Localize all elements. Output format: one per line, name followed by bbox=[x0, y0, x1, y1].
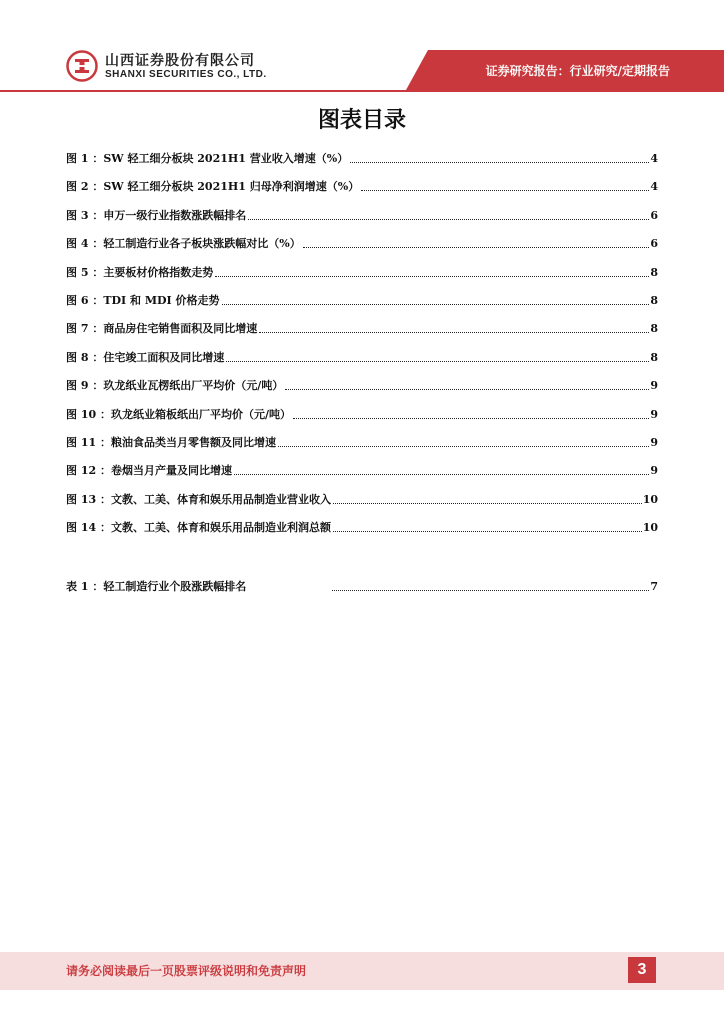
toc-figure-entry-label: 图 1 ：SW 轻工细分板块 2021H1 营业收入增速（%） bbox=[66, 152, 349, 165]
toc-figure-entry-label: 图 7 ：商品房住宅销售面积及同比增速 bbox=[66, 322, 258, 336]
toc-figure-entry-page: 10 bbox=[642, 521, 658, 535]
toc-figure-entry[interactable] bbox=[66, 462, 658, 478]
toc-figure-entry[interactable] bbox=[66, 406, 658, 422]
toc-figure-entry-label: 图 12 ：卷烟当月产量及同比增速 bbox=[66, 464, 232, 478]
dot-leader bbox=[259, 332, 649, 333]
toc-figure-entry-label: 图 14 ：文教、工美、体育和娱乐用品制造业利润总额 bbox=[66, 521, 331, 535]
toc-figure-entry-page: 4 bbox=[650, 180, 658, 194]
dot-leader bbox=[303, 247, 650, 248]
toc-figure-entry[interactable] bbox=[66, 235, 658, 251]
toc-figure-entry[interactable] bbox=[66, 150, 658, 166]
dot-leader bbox=[226, 361, 649, 362]
toc-figure-entry-page: 4 bbox=[650, 152, 658, 165]
toc-figure-entry-label: 图 4 ：轻工制造行业各子板块涨跌幅对比（%） bbox=[66, 237, 301, 251]
toc-figure-entry-page: 6 bbox=[650, 208, 658, 222]
dot-leader bbox=[350, 162, 649, 163]
toc-figure-entry-page: 9 bbox=[650, 464, 658, 478]
toc-figure-entry[interactable] bbox=[66, 320, 658, 336]
toc-figure-entry-label: 图 9 ：玖龙纸业瓦楞纸出厂平均价（元/吨） bbox=[66, 379, 284, 393]
toc-figure-entry-label: 图 5 ：主要板材价格指数走势 bbox=[66, 265, 214, 279]
toc-figure-entry-label: 图 13 ：文教、工美、体育和娱乐用品制造业营业收入 bbox=[66, 492, 331, 506]
page-title: 图表目录 bbox=[317, 108, 406, 133]
dot-leader bbox=[234, 474, 649, 475]
toc-figure-entry-page: 8 bbox=[650, 294, 658, 307]
toc-figure-entry[interactable] bbox=[66, 519, 658, 535]
toc-figure-entry-page: 8 bbox=[650, 322, 658, 336]
toc-figure-entry-page: 6 bbox=[650, 237, 658, 251]
toc-table-entry-label: 表 1 ：轻工制造行业个股涨跌幅排名 bbox=[66, 580, 247, 593]
footer-disclaimer: 请务必阅读最后一页股票评级说明和免责声明 bbox=[66, 964, 307, 978]
toc-figure-entry-label: 图 8 ：住宅竣工面积及同比增速 bbox=[66, 350, 225, 364]
toc-figure-entry-page: 8 bbox=[650, 350, 658, 364]
dot-leader bbox=[248, 219, 649, 220]
dot-leader bbox=[332, 590, 649, 591]
toc-figure-entry[interactable] bbox=[66, 264, 658, 280]
toc-figure-entry-label: 图 10 ：玖龙纸业箱板纸出厂平均价（元/吨） bbox=[66, 407, 291, 421]
toc-figure-entry[interactable] bbox=[66, 292, 658, 308]
dot-leader bbox=[278, 446, 649, 447]
page-header bbox=[0, 0, 724, 92]
toc-figure-entry-page: 10 bbox=[642, 492, 658, 506]
dot-leader bbox=[293, 418, 649, 419]
toc-figure-entry-label: 图 3 ：申万一级行业指数涨跌幅排名 bbox=[66, 208, 247, 222]
dot-leader bbox=[222, 304, 650, 305]
dot-leader bbox=[333, 503, 642, 504]
toc-figure-entry-page: 9 bbox=[650, 407, 658, 421]
toc-figure-entry[interactable] bbox=[66, 349, 658, 365]
toc-figure-entry[interactable] bbox=[66, 178, 658, 194]
company-name-cn: 山西证券股份有限公司 bbox=[105, 53, 255, 69]
toc-figure-entry-label: 图 11 ：粮油食品类当月零售额及同比增速 bbox=[66, 436, 276, 449]
toc-figure-entry[interactable] bbox=[66, 491, 658, 507]
dot-leader bbox=[215, 276, 649, 277]
page-number: 3 bbox=[628, 957, 656, 983]
shanxi-securities-logo-icon bbox=[66, 50, 98, 82]
company-name-en: SHANXI SECURITIES CO., LTD. bbox=[105, 69, 267, 80]
toc-figure-entry-label: 图 6 ：TDI 和 MDI 价格走势 bbox=[66, 294, 220, 307]
report-type-label: 证券研究报告：行业研究/定期报告 bbox=[485, 64, 670, 78]
toc-table-entry-page: 7 bbox=[650, 580, 658, 593]
dot-leader bbox=[285, 389, 649, 390]
toc-figure-entry[interactable] bbox=[66, 207, 658, 223]
toc-figure-entry[interactable] bbox=[66, 377, 658, 393]
toc-table-entry[interactable] bbox=[66, 578, 658, 594]
header-divider bbox=[0, 90, 724, 92]
toc-figure-entry-page: 9 bbox=[650, 379, 658, 393]
dot-leader bbox=[333, 531, 642, 532]
dot-leader bbox=[361, 190, 649, 191]
toc-figure-entry-page: 8 bbox=[650, 265, 658, 279]
toc-figure-entry-page: 9 bbox=[650, 436, 658, 449]
toc-figure-entry[interactable] bbox=[66, 434, 658, 450]
toc-figure-entry-label: 图 2 ：SW 轻工细分板块 2021H1 归母净利润增速（%） bbox=[66, 180, 360, 194]
